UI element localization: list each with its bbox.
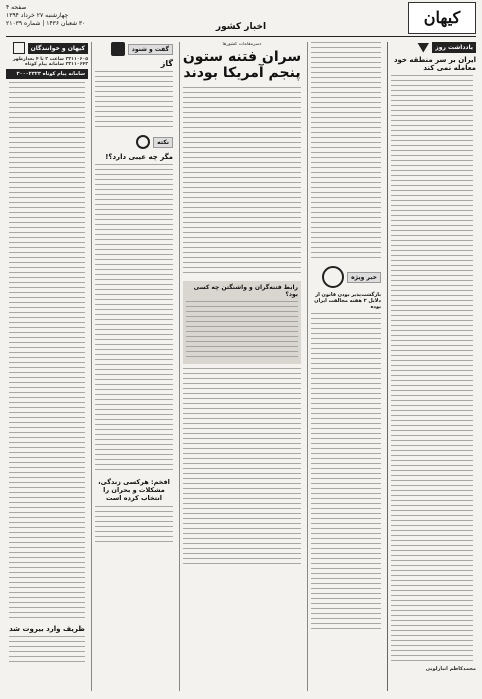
bottom-headline-col4: افخم: هرکسی زندگی، مشکلات و بحران را انتخاب کرده است: [98, 478, 170, 502]
dialogue-headline: گاز: [160, 59, 173, 68]
newspaper-logo: کیهان: [408, 2, 476, 34]
readers-label: کیهان و خوانندگان: [28, 43, 88, 54]
column-readers: [6, 42, 88, 691]
bottom-body-col5: [9, 636, 85, 666]
bottom-headline-col5: ظریف وارد بیروت شد: [9, 625, 85, 634]
issue-line: ۳۰ شعبان ۱۴۳۶ | شماره ۲۱۰۳۹: [6, 20, 86, 27]
main-headline: سران فتنه ستون پنجم آمریکا بودند: [182, 49, 302, 82]
nokte-headline: مگر چه عیبی دارد؟!: [105, 153, 173, 161]
main-kicker: دسرمقامات کشورها: [222, 42, 262, 47]
dialogue-label: گفت و شنود: [128, 44, 173, 55]
main-body-top: [183, 87, 301, 277]
section-title: اخبار کشور: [215, 22, 267, 32]
date-line: چهارشنبه ۲۷ خرداد ۱۳۹۴: [6, 12, 69, 19]
special-news-label: خبر ویژه: [347, 272, 381, 283]
nokte-icon: [136, 135, 150, 149]
main-quote-box: [183, 281, 301, 364]
main-quote-body: [186, 301, 298, 361]
editorial-body: [391, 75, 473, 665]
header-rule: [6, 36, 476, 37]
nokte-body: [95, 164, 173, 474]
bottom-body-col4: [95, 506, 173, 546]
editorial-headline: ایران بر سر منطقه خود معامله نمی کند: [393, 56, 476, 72]
main-body-bottom: [183, 368, 301, 568]
column-editorial: [387, 42, 476, 691]
phone-icon: [13, 42, 25, 54]
column-special-news: [307, 42, 384, 691]
readers-body: [9, 82, 85, 622]
logo-d-icon: [111, 42, 125, 56]
editorial-label: یادداشت روز: [432, 42, 476, 53]
page-number: صفحه ۴: [6, 4, 27, 11]
dialogue-body: [95, 71, 173, 131]
readers-phone-1: ۳۳۱۱۰۶۰۵ ساعت ۲ تا ۴ بعدازظهر: [12, 57, 88, 62]
main-quote: رابط فتنه‌گران و واشنگتن چه کسی بود؟: [193, 284, 298, 299]
article-body-top: [311, 42, 381, 262]
column-dialogue: [91, 42, 176, 691]
readers-phone-2: ۳۳۱۱۰۶۴۳ سامانه پیام کوتاه: [25, 62, 88, 68]
nokte-label: نکته: [153, 137, 173, 148]
special-news-headline: بازگشت‌پذیر بودن قانون از دلایل ۲ هفته مخالفت ایران بوده: [314, 292, 381, 310]
target-icon: [322, 266, 344, 288]
special-news-body: [311, 313, 381, 633]
editorial-byline: محمدکاظم انبارلویی: [425, 666, 476, 672]
flag-icon: [417, 43, 429, 53]
column-main-story: [179, 42, 304, 691]
sms-label: سامانه پیام کوتاه ۳۰۰۰۲۳۲۳: [6, 69, 88, 79]
